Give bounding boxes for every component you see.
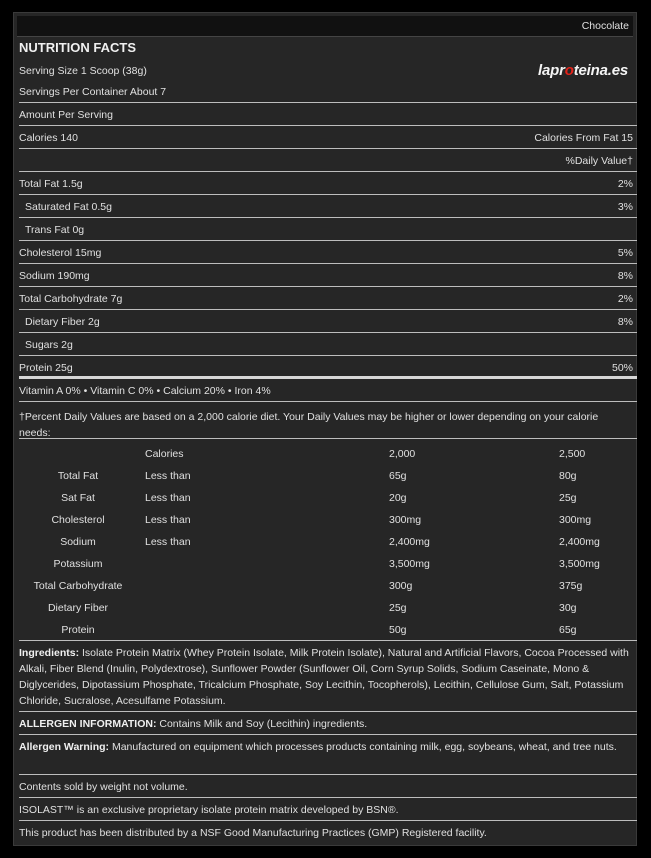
- table-cell: 300g: [389, 580, 413, 592]
- nutrient-label: Sugars 2g: [25, 339, 73, 351]
- table-cell: Total Carbohydrate: [33, 580, 123, 592]
- nutrient-row: [19, 219, 637, 241]
- nutrient-daily-value: 5%: [617, 247, 633, 259]
- nutrient-daily-value: 2%: [617, 178, 633, 190]
- allergen-info-label: ALLERGEN INFORMATION:: [19, 718, 157, 730]
- divider: [19, 774, 637, 775]
- nutrient-row: [19, 334, 637, 356]
- table-cell: Less than: [145, 536, 191, 548]
- table-cell: 2,400mg: [389, 536, 430, 548]
- table-cell: Total Fat: [57, 470, 99, 482]
- calories-row: [19, 127, 637, 149]
- table-row: [19, 443, 631, 465]
- weight-note: Contents sold by weight not volume.: [19, 781, 188, 793]
- ingredients-text: Isolate Protein Matrix (Whey Protein Isolate, Milk Protein Isolate), Natural and Artificial Flavors, Cocoa Processed with Alkali, Fiber Blend (Inulin, Polydextrose), Sunflower Powder (Sunflower Oil, Corn Syrup Solids, Sodium Caseinate, Mono & Diglycerides, Dipotassium Phosphate, Tricalcium Phosphate, Soy Lecithin, Tocopherols), Lecithin, Cellulose Gum, Salt, Potassium Chloride, Sucralose, Acesulfame Potassium.: [19, 647, 629, 707]
- divider: [19, 640, 637, 641]
- nutrient-label: Sodium 190mg: [19, 270, 90, 282]
- table-cell: Less than: [145, 514, 191, 526]
- serving-size-row: [19, 60, 637, 82]
- table-cell: Sat Fat: [61, 492, 95, 504]
- nutrition-title: NUTRITION FACTS: [19, 40, 136, 55]
- nutrient-daily-value: 2%: [617, 293, 633, 305]
- nutrient-label: Total Fat 1.5g: [19, 178, 83, 190]
- table-cell: Less than: [145, 470, 191, 482]
- serving-size: Serving Size 1 Scoop (38g): [19, 65, 147, 77]
- table-cell: 50g: [389, 624, 407, 636]
- nutrient-label: Trans Fat 0g: [25, 224, 85, 236]
- servings-per-container: Servings Per Container About 7: [19, 86, 167, 98]
- table-cell: 2,500: [559, 448, 586, 460]
- calories-from-fat: Calories From Fat 15: [534, 132, 633, 144]
- distribution-note: This product has been distributed by a NSF Good Manufacturing Practices (GMP) Registered facility.: [19, 827, 487, 839]
- table-cell: Potassium: [53, 558, 103, 570]
- table-cell: Cholesterol: [51, 514, 105, 526]
- nutrient-label: Dietary Fiber 2g: [25, 316, 100, 328]
- nutrient-row: [19, 196, 637, 218]
- isolast-note: ISOLAST™ is an exclusive proprietary isolate protein matrix developed by BSN®.: [19, 804, 399, 816]
- nutrient-row: [19, 265, 637, 287]
- table-cell: 25g: [389, 602, 407, 614]
- table-cell: 3,500mg: [559, 558, 600, 570]
- divider: [19, 711, 637, 712]
- flavor-bar: [17, 16, 633, 37]
- amount-per-serving-row: [19, 104, 637, 126]
- nutrient-row: [19, 311, 637, 333]
- daily-value-table: [19, 443, 631, 641]
- nutrient-daily-value: 8%: [617, 316, 633, 328]
- vitamins: Vitamin A 0% • Vitamin C 0% • Calcium 20% • Iron 4%: [19, 385, 271, 397]
- table-row: [19, 575, 631, 597]
- nutrient-row: [19, 357, 637, 379]
- flavor-label: Chocolate: [581, 20, 629, 32]
- table-cell: 65g: [389, 470, 407, 482]
- table-cell: Dietary Fiber: [47, 602, 109, 614]
- nutrient-row: [19, 173, 637, 195]
- nutrient-label: Protein 25g: [19, 362, 73, 374]
- nutrient-daily-value: 8%: [617, 270, 633, 282]
- nutrient-label: Cholesterol 15mg: [19, 247, 102, 259]
- daily-value-header: %Daily Value†: [565, 155, 633, 167]
- table-cell: 2,000: [389, 448, 416, 460]
- allergen-warning-text: Manufactured on equipment which processes products containing milk, egg, soybeans, wheat, and tree nuts.: [109, 741, 617, 753]
- divider: [19, 797, 637, 798]
- nutrient-row: [19, 288, 637, 310]
- table-row: [19, 597, 631, 619]
- nutrient-row: [19, 242, 637, 264]
- calories: Calories 140: [19, 132, 78, 144]
- daily-value-header-row: [19, 150, 637, 172]
- divider: [19, 734, 637, 735]
- servings-per-container-row: [19, 81, 637, 103]
- table-cell: 30g: [559, 602, 577, 614]
- daily-value-footnote: †Percent Daily Values are based on a 2,000 calorie diet. Your Daily Values may be higher or lower depending on your calorie needs:: [19, 411, 599, 439]
- table-cell: 3,500mg: [389, 558, 430, 570]
- table-cell: Less than: [145, 492, 191, 504]
- nutrient-label: Saturated Fat 0.5g: [25, 201, 112, 213]
- table-cell: 2,400mg: [559, 536, 600, 548]
- table-cell: 25g: [559, 492, 577, 504]
- ingredients: [19, 645, 631, 709]
- vitamins-row: [19, 380, 637, 402]
- divider: [19, 820, 637, 821]
- table-cell: 300mg: [389, 514, 422, 526]
- table-cell: Protein: [61, 624, 95, 636]
- allergen-information: [19, 716, 631, 732]
- divider: [19, 438, 637, 439]
- nutrient-label: Total Carbohydrate 7g: [19, 293, 123, 305]
- table-cell: 20g: [389, 492, 407, 504]
- amount-per-serving: Amount Per Serving: [19, 109, 113, 121]
- nutrition-panel: [13, 12, 637, 846]
- table-row: [19, 553, 631, 575]
- table-row: [19, 465, 631, 487]
- table-cell: 65g: [559, 624, 577, 636]
- nutrient-daily-value: 50%: [611, 362, 633, 374]
- table-cell: Calories: [145, 448, 184, 460]
- brand-logo: laproteina.es: [538, 62, 628, 79]
- table-row: [19, 619, 631, 641]
- table-row: [19, 487, 631, 509]
- table-row: [19, 509, 631, 531]
- table-cell: 375g: [559, 580, 583, 592]
- table-row: [19, 531, 631, 553]
- table-cell: 80g: [559, 470, 577, 482]
- ingredients-label: Ingredients:: [19, 647, 80, 659]
- table-cell: 300mg: [559, 514, 592, 526]
- allergen-warning-label: Allergen Warning:: [19, 741, 110, 753]
- table-cell: Sodium: [60, 536, 96, 548]
- allergen-warning: [19, 739, 631, 755]
- allergen-info-text: Contains Milk and Soy (Lecithin) ingredients.: [156, 718, 368, 730]
- nutrient-daily-value: 3%: [617, 201, 633, 213]
